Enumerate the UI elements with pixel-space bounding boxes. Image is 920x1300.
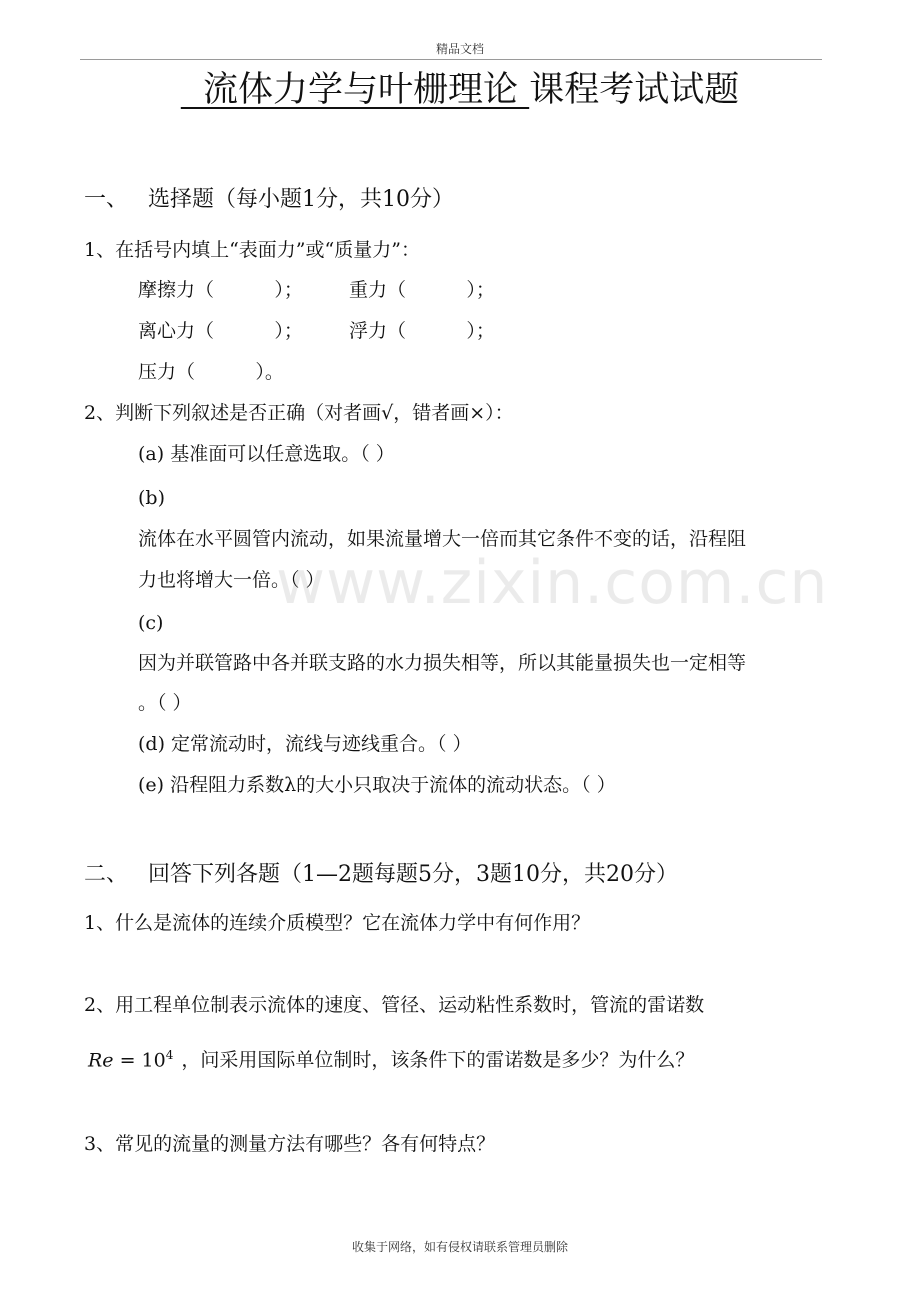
q1-item-buoyancy: 浮力（ ）； — [349, 320, 495, 342]
q1-item-friction: 摩擦力（ ）； — [138, 279, 303, 301]
title-suffix: 课程考试试题 — [529, 70, 740, 110]
q1-item-centrifugal: 离心力（ ）； — [138, 320, 303, 342]
q2-item-c-text-2: 。（ ） — [138, 692, 192, 714]
s2-question-2-line-2 — [88, 1042, 694, 1073]
s2-question-3: 3、常见的流量的测量方法有哪些？各有何特点？ — [84, 1133, 496, 1155]
q2-item-b-text-1: 流体在水平圆管内流动，如果流量增大一倍而其它条件不变的话，沿程阻 — [138, 528, 747, 550]
exam-title — [0, 66, 920, 114]
section-1-number: 一、 — [84, 187, 129, 212]
reynolds-exponent: 4 — [165, 1048, 174, 1062]
page-header: 精品文档 — [435, 42, 484, 56]
q1-item-pressure: 压力（ ）。 — [138, 361, 284, 383]
q2-item-a: (a) 基准面可以任意选取。（ ） — [138, 443, 395, 465]
q2-item-e: (e) 沿程阻力系数λ的大小只取决于流体的流动状态。（ ） — [138, 774, 616, 796]
section-1-heading — [84, 185, 454, 215]
course-name: 流体力学与叶栅理论 — [180, 70, 530, 110]
section-2-heading — [84, 860, 678, 890]
section-1-title: 选择题（每小题1分，共10分） — [148, 187, 454, 212]
s2-question-1: 1、什么是流体的连续介质模型？它在流体力学中有何作用？ — [84, 912, 591, 934]
watermark: www.zixin.com.cn — [276, 548, 829, 618]
q2-item-b-label: (b) — [138, 487, 165, 509]
page-footer: 收集于网络，如有侵权请联系管理员删除 — [351, 1240, 568, 1254]
reynolds-equals: = 10 — [113, 1049, 166, 1072]
s2-question-2-line-1: 2、用工程单位制表示流体的速度、管径、运动粘性系数时，管流的雷诺数 — [84, 994, 705, 1016]
q1-item-gravity: 重力（ ）； — [349, 279, 495, 301]
q2-item-c-text-1: 因为并联管路中各并联支路的水力损失相等，所以其能量损失也一定相等 — [138, 652, 747, 674]
q2-item-d: (d) 定常流动时，流线与迹线重合。（ ） — [138, 733, 472, 755]
q2-prompt: 2、判断下列叙述是否正确（对者画√，错者画×）： — [84, 402, 514, 424]
section-2-number: 二、 — [84, 862, 129, 887]
q1-row-2 — [138, 318, 495, 344]
q2-item-b-text-2: 力也将增大一倍。（ ） — [138, 569, 325, 591]
s2-question-2-rest: ，问采用国际单位制时，该条件下的雷诺数是多少？为什么？ — [181, 1049, 695, 1072]
header-divider — [80, 59, 822, 60]
q1-prompt: 1、在括号内填上“表面力”或“质量力”： — [84, 239, 420, 261]
section-2-title: 回答下列各题（1—2题每题5分，3题10分，共20分） — [148, 862, 678, 887]
q2-item-c-label: (c) — [138, 612, 164, 634]
reynolds-symbol: Re — [88, 1049, 114, 1072]
q1-row-1 — [138, 277, 495, 303]
